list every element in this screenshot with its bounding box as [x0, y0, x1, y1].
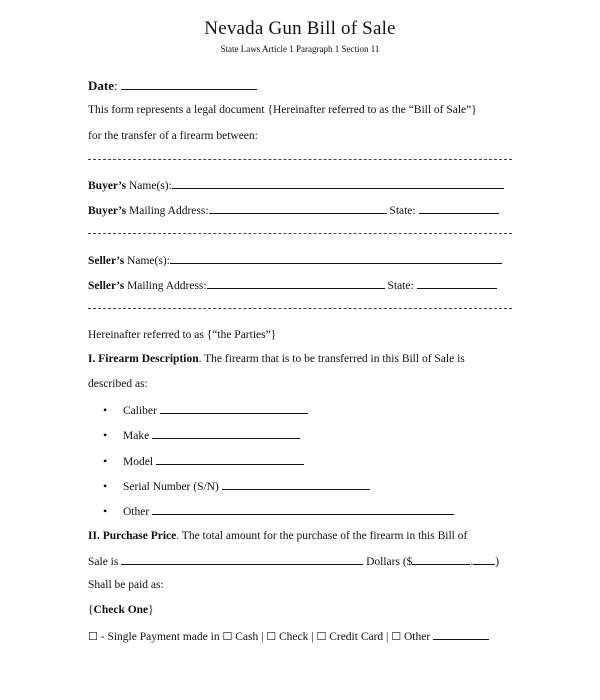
parties-text: Hereinafter referred to as {“the Parties”} — [88, 329, 277, 341]
buyer-address-row — [88, 203, 499, 218]
model-row — [123, 454, 304, 468]
document-subtitle: State Laws Article 1 Paragraph 1 Section 11 — [220, 44, 380, 54]
date-row: Date: — [88, 79, 257, 94]
sale-is-label: Sale is — [88, 556, 119, 568]
single-payment-checkbox[interactable]: ☐ — [88, 630, 98, 643]
seller-name-field[interactable] — [170, 253, 502, 264]
buyer-name-label: Name(s): — [129, 180, 172, 192]
intro-line-2: for the transfer of a firearm between: — [88, 130, 258, 142]
serial-field[interactable] — [222, 479, 370, 490]
section-2-row — [88, 529, 467, 543]
section-1-text: . The firearm that is to be transferred in this Bill of Sale is — [198, 353, 465, 365]
payment-options-row — [88, 629, 489, 644]
seller-state-field[interactable] — [417, 278, 497, 289]
section-1-text-2: described as: — [88, 378, 148, 390]
check-label: Check | — [276, 631, 317, 643]
buyer-state-label: State: — [389, 205, 416, 217]
section-1-row — [88, 352, 465, 366]
other-field[interactable] — [152, 504, 454, 515]
other-payment-checkbox[interactable]: ☐ — [391, 630, 402, 643]
make-label: Make — [123, 430, 150, 442]
model-field[interactable] — [156, 454, 304, 465]
buyer-name-field[interactable] — [172, 178, 504, 189]
cash-label: Cash | — [232, 631, 267, 643]
caliber-row — [123, 403, 308, 417]
paid-as-label: Shall be paid as: — [88, 579, 164, 591]
seller-address-field[interactable] — [207, 278, 385, 289]
bullet-icon: • — [103, 504, 108, 518]
seller-address-row — [88, 278, 497, 293]
section-2-text: . The total amount for the purchase of the firearm in this Bill of — [176, 530, 468, 542]
other-label: Other — [123, 506, 150, 518]
make-field[interactable] — [152, 428, 300, 439]
seller-name-row — [88, 253, 502, 268]
section-1-heading: I. Firearm Description — [88, 353, 199, 365]
seller-prefix: Seller’s — [88, 255, 125, 267]
caliber-field[interactable] — [160, 403, 308, 414]
paren-close: ) — [495, 556, 500, 568]
serial-row — [123, 479, 370, 493]
serial-label: Serial Number (S/N) — [123, 481, 219, 493]
credit-card-checkbox[interactable]: ☐ — [316, 630, 327, 643]
buyer-prefix: Buyer’s — [88, 205, 127, 217]
seller-state-label: State: — [387, 280, 414, 292]
cash-checkbox[interactable]: ☐ — [222, 630, 233, 643]
date-label: Date — [88, 78, 114, 93]
single-payment-label: - Single Payment made in — [97, 631, 223, 643]
document-title: Nevada Gun Bill of Sale — [204, 18, 396, 39]
sale-words-field[interactable] — [121, 554, 363, 565]
check-one-row: {Check One} — [88, 604, 154, 616]
other-payment-label: Other — [401, 631, 434, 643]
dollars-field[interactable] — [412, 554, 470, 565]
divider — [88, 159, 512, 160]
date-field[interactable] — [121, 79, 257, 90]
intro-line-1: This form represents a legal document {Hereinafter referred to as the “Bill of Sale”} — [88, 104, 477, 116]
bullet-icon: • — [103, 479, 108, 493]
buyer-state-field[interactable] — [419, 203, 499, 214]
caliber-label: Caliber — [123, 405, 157, 417]
divider — [88, 308, 512, 309]
buyer-name-row — [88, 178, 504, 193]
cents-field[interactable] — [473, 554, 495, 565]
buyer-prefix: Buyer’s — [88, 180, 127, 192]
check-checkbox[interactable]: ☐ — [266, 630, 277, 643]
section-2-heading: II. Purchase Price — [88, 530, 177, 542]
other-row — [123, 504, 454, 518]
sale-price-row: Sale is Dollars ($ . ) — [88, 556, 500, 568]
bullet-icon: • — [103, 403, 108, 417]
bullet-icon: • — [103, 428, 108, 442]
seller-prefix: Seller’s — [88, 280, 125, 292]
credit-card-label: Credit Card | — [326, 631, 392, 643]
divider — [88, 233, 512, 234]
other-payment-field[interactable] — [433, 629, 489, 640]
dollars-label: Dollars ($ — [366, 556, 413, 568]
make-row — [123, 428, 300, 442]
buyer-address-label: Mailing Address: — [129, 205, 209, 217]
model-label: Model — [123, 456, 154, 468]
buyer-address-field[interactable] — [209, 203, 387, 214]
bullet-icon: • — [103, 454, 108, 468]
seller-address-label: Mailing Address: — [127, 280, 207, 292]
seller-name-label: Name(s): — [127, 255, 170, 267]
